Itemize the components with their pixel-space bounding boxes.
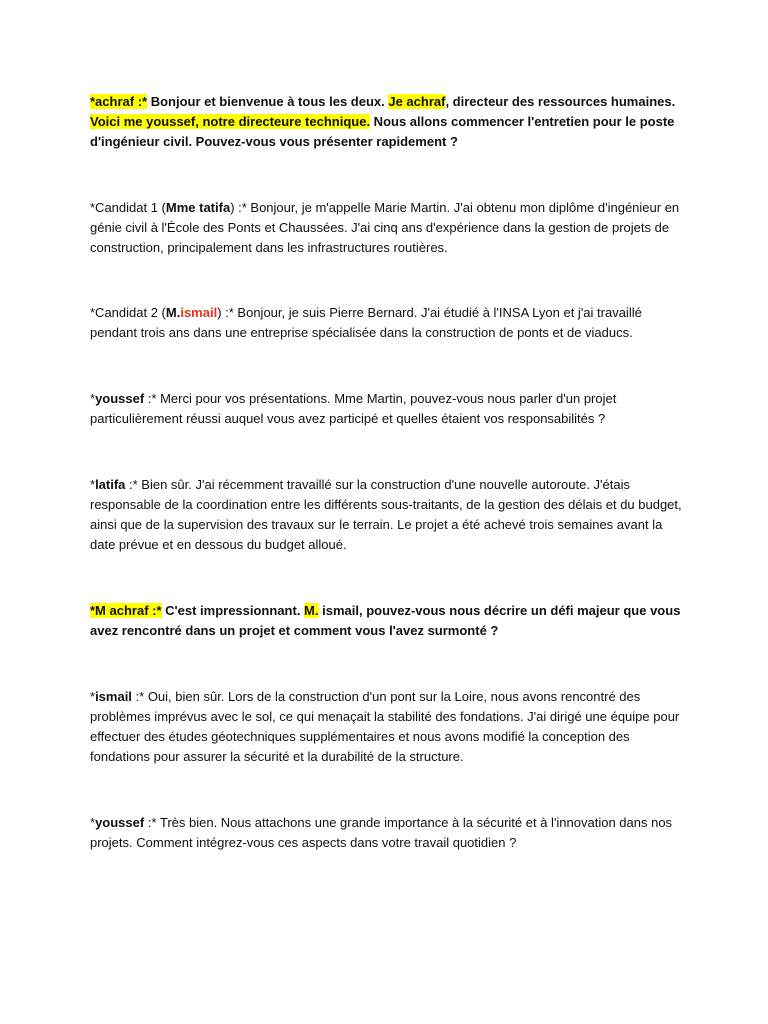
text-segment: * [90,815,96,830]
text-segment: :* Merci pour vos présentations. Mme Martin, pouvez-vous nous parler d'un projet particulièrement réussi auquel vous avez participé et quelles étaient vos responsabilités ? [90,391,617,426]
text-segment: :* Bien sûr. J'ai récemment travaillé sur la construction d'une nouvelle autoroute. J'étais responsable de la coordination entre les différents sous-traitants, de la gestion des délais et du budget, ainsi que de la supervision des travaux sur le terrain. Le projet a été achevé trois semaines avant la date prévue et en dessous du budget alloué. [90,477,682,552]
text-segment: latifa [95,477,126,492]
text-segment: Mme tatifa [165,200,231,215]
paragraph-candidat-1 [90,198,690,258]
paragraph-ismail-answer [90,687,690,767]
paragraph-youssef-closing [90,813,690,853]
text-segment: *achraf :* [90,94,148,109]
text-segment: Voici me youssef, notre directeure technique. [90,114,371,129]
text-segment: , directeur des ressources humaines. [445,94,676,109]
text-segment: *Candidat 2 ( [90,305,166,320]
text-segment: Nous allons commencer l'entretien pour le poste d'ingénieur civil. Pouvez-vous vous présenter rapidement ? [90,114,675,149]
text-segment: ) :* Bonjour, je m'appelle Marie Martin. J'ai obtenu mon diplôme d'ingénieur en génie civil à l'École des Ponts et Chaussées. J'ai cinq ans d'expérience dans la gestion de projets de construction, principalement dans les infrastructures routières. [90,200,680,255]
text-segment: M. [165,305,181,320]
text-segment: :* Très bien. Nous attachons une grande importance à la sécurité et à l'innovation dans nos projets. Comment intégrez-vous ces aspects dans votre travail quotidien ? [90,815,673,850]
paragraph-achraf-question [90,601,690,641]
text-segment: ) :* Bonjour, je suis Pierre Bernard. J'ai étudié à l'INSA Lyon et j'ai travaillé pendant trois ans dans une entreprise spécialisée dans la construction de ponts et de viaducs. [90,305,642,340]
text-segment: * [90,477,96,492]
paragraph-youssef-question [90,389,690,429]
paragraph-candidat-2 [90,303,690,343]
text-segment: ismail, pouvez-vous nous décrire un défi majeur que vous avez rencontré dans un projet et comment vous l'avez surmonté ? [90,603,681,638]
text-segment: M. [304,603,319,618]
text-segment: :* Oui, bien sûr. Lors de la construction d'un pont sur la Loire, nous avons rencontré des problèmes imprévus avec le sol, ce qui menaçait la stabilité des fondations. J'ai dirigé une équipe pour effectuer des études géotechniques supplémentaires et nous avons modifié la conception des fondations pour assurer la sécurité et la durabilité de la structure. [90,689,680,764]
text-segment: ismail [180,305,218,320]
paragraph-achraf-welcome [90,92,690,152]
paragraph-latifa-answer [90,475,690,555]
text-segment: youssef [95,391,145,406]
text-segment: Je achraf [388,94,446,109]
text-segment: * [90,391,96,406]
text-segment: ismail [95,689,132,704]
text-segment: *Candidat 1 ( [90,200,166,215]
text-segment: Bonjour et bienvenue à tous les deux. [147,94,389,109]
text-segment: *M achraf :* [90,603,162,618]
text-segment: C'est impressionnant. [161,603,305,618]
text-segment: * [90,689,96,704]
text-segment: youssef [95,815,145,830]
